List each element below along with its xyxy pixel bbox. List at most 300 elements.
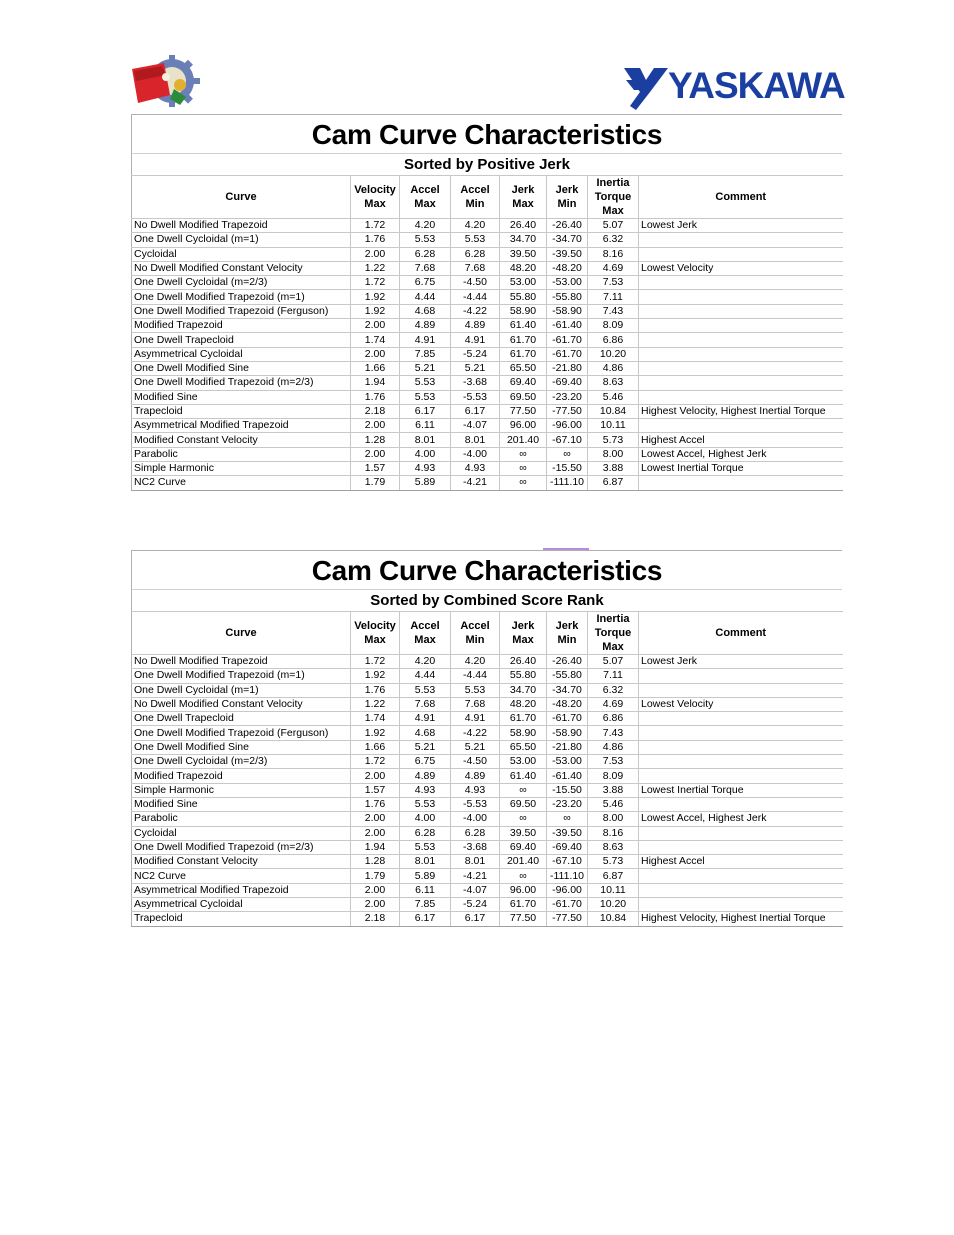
cell-comment: Lowest Jerk (639, 219, 843, 233)
cell-jerk-max: 61.70 (500, 333, 547, 347)
cell-velocity-max: 2.00 (351, 898, 400, 912)
table-row (132, 726, 843, 740)
cell-inertia-torque-max: 10.84 (588, 404, 639, 418)
cell-accel-max: 5.89 (400, 476, 451, 490)
cell-inertia-torque-max: 7.11 (588, 669, 639, 683)
cell-accel-max: 7.68 (400, 261, 451, 275)
cell-velocity-max: 1.92 (351, 726, 400, 740)
cell-jerk-min: ∞ (547, 812, 588, 826)
cell-curve: One Dwell Modified Trapezoid (m=2/3) (132, 376, 351, 390)
cell-comment: Lowest Accel, Highest Jerk (639, 447, 843, 461)
cell-comment (639, 826, 843, 840)
cell-jerk-min: -61.40 (547, 319, 588, 333)
cell-velocity-max: 2.00 (351, 319, 400, 333)
cell-jerk-max: 69.40 (500, 376, 547, 390)
cell-curve: Simple Harmonic (132, 783, 351, 797)
cell-accel-max: 6.75 (400, 755, 451, 769)
cell-jerk-max: 61.70 (500, 898, 547, 912)
cell-velocity-max: 1.76 (351, 683, 400, 697)
cell-jerk-max: 201.40 (500, 433, 547, 447)
cell-inertia-torque-max: 6.32 (588, 683, 639, 697)
cell-accel-min: -4.07 (451, 419, 500, 433)
cell-comment: Lowest Accel, Highest Jerk (639, 812, 843, 826)
cell-comment (639, 898, 843, 912)
cell-velocity-max: 1.57 (351, 462, 400, 476)
cell-jerk-min: -55.80 (547, 669, 588, 683)
cell-jerk-min: -111.10 (547, 476, 588, 490)
col-accel-max: Accel Max (400, 612, 451, 655)
cell-curve: One Dwell Modified Trapezoid (m=1) (132, 290, 351, 304)
cell-inertia-torque-max: 5.73 (588, 433, 639, 447)
cell-curve: Modified Sine (132, 390, 351, 404)
cell-velocity-max: 2.00 (351, 826, 400, 840)
table-row (132, 361, 843, 375)
cell-inertia-torque-max: 10.11 (588, 419, 639, 433)
cell-accel-min: -4.44 (451, 669, 500, 683)
cell-inertia-torque-max: 5.07 (588, 219, 639, 233)
cell-curve: Parabolic (132, 447, 351, 461)
table-row (132, 755, 843, 769)
cell-inertia-torque-max: 7.53 (588, 276, 639, 290)
cell-jerk-min: -61.40 (547, 769, 588, 783)
table-row (132, 462, 843, 476)
cam-table-positive-jerk (131, 114, 842, 491)
cell-curve: No Dwell Modified Constant Velocity (132, 697, 351, 711)
cell-inertia-torque-max: 8.09 (588, 319, 639, 333)
cell-velocity-max: 2.00 (351, 347, 400, 361)
cell-jerk-min: -34.70 (547, 233, 588, 247)
cell-curve: No Dwell Modified Constant Velocity (132, 261, 351, 275)
cell-jerk-max: 39.50 (500, 826, 547, 840)
cell-accel-min: -5.53 (451, 797, 500, 811)
cell-accel-min: 4.93 (451, 783, 500, 797)
cell-inertia-torque-max: 10.11 (588, 883, 639, 897)
table-row (132, 769, 843, 783)
cell-jerk-max: 61.70 (500, 347, 547, 361)
cell-comment: Lowest Velocity (639, 261, 843, 275)
cell-velocity-max: 1.76 (351, 233, 400, 247)
cell-accel-min: 4.20 (451, 219, 500, 233)
cell-accel-min: -4.22 (451, 726, 500, 740)
cell-accel-max: 5.53 (400, 683, 451, 697)
cell-inertia-torque-max: 6.86 (588, 712, 639, 726)
cell-curve: Modified Constant Velocity (132, 855, 351, 869)
cell-inertia-torque-max: 6.86 (588, 333, 639, 347)
cell-inertia-torque-max: 5.46 (588, 797, 639, 811)
cell-inertia-torque-max: 8.16 (588, 247, 639, 261)
cell-curve: One Dwell Cycloidal (m=2/3) (132, 276, 351, 290)
col-jerk-min: Jerk Min (547, 176, 588, 219)
cell-jerk-max: 55.80 (500, 290, 547, 304)
cell-comment (639, 290, 843, 304)
table-row (132, 304, 843, 318)
cell-curve: NC2 Curve (132, 869, 351, 883)
cell-curve: One Dwell Cycloidal (m=1) (132, 233, 351, 247)
col-curve: Curve (132, 176, 351, 219)
cell-curve: One Dwell Trapecloid (132, 333, 351, 347)
cell-comment: Highest Velocity, Highest Inertial Torque (639, 912, 843, 926)
cell-jerk-max: 61.70 (500, 712, 547, 726)
cell-jerk-min: -39.50 (547, 247, 588, 261)
cell-jerk-max: 69.50 (500, 390, 547, 404)
cell-jerk-max: ∞ (500, 447, 547, 461)
cell-velocity-max: 2.00 (351, 812, 400, 826)
cell-curve: Asymmetrical Cycloidal (132, 347, 351, 361)
table-row (132, 333, 843, 347)
cell-curve: Trapecloid (132, 404, 351, 418)
cell-accel-min: -5.53 (451, 390, 500, 404)
table-row (132, 812, 843, 826)
cell-comment (639, 333, 843, 347)
table-row (132, 712, 843, 726)
brand-wordmark: YASKAWA (668, 65, 845, 106)
cell-velocity-max: 1.66 (351, 740, 400, 754)
cell-accel-max: 8.01 (400, 855, 451, 869)
cell-jerk-max: 34.70 (500, 233, 547, 247)
cell-accel-min: 7.68 (451, 261, 500, 275)
table-row (132, 740, 843, 754)
cell-curve: NC2 Curve (132, 476, 351, 490)
table-row (132, 912, 843, 926)
cell-comment (639, 247, 843, 261)
cell-jerk-max: 77.50 (500, 912, 547, 926)
cell-inertia-torque-max: 5.73 (588, 855, 639, 869)
table-row (132, 347, 843, 361)
cell-jerk-max: 48.20 (500, 697, 547, 711)
cell-comment: Highest Accel (639, 433, 843, 447)
cell-accel-max: 4.20 (400, 655, 451, 669)
cell-accel-min: 6.28 (451, 826, 500, 840)
cell-jerk-max: 58.90 (500, 304, 547, 318)
cell-curve: Modified Sine (132, 797, 351, 811)
table-subtitle: Sorted by Positive Jerk (131, 153, 842, 175)
cell-inertia-torque-max: 5.07 (588, 655, 639, 669)
cell-curve: One Dwell Modified Trapezoid (Ferguson) (132, 726, 351, 740)
cell-accel-min: 5.21 (451, 740, 500, 754)
cell-jerk-min: -23.20 (547, 797, 588, 811)
cell-jerk-max: 53.00 (500, 276, 547, 290)
cell-curve: One Dwell Modified Sine (132, 740, 351, 754)
cell-accel-min: -4.22 (451, 304, 500, 318)
cell-accel-min: 4.89 (451, 319, 500, 333)
cell-jerk-min: -111.10 (547, 869, 588, 883)
cell-inertia-torque-max: 5.46 (588, 390, 639, 404)
cell-comment (639, 233, 843, 247)
cell-inertia-torque-max: 6.87 (588, 869, 639, 883)
cell-accel-min: 5.53 (451, 233, 500, 247)
cell-accel-min: -4.50 (451, 276, 500, 290)
cell-accel-max: 4.93 (400, 462, 451, 476)
cell-jerk-min: -53.00 (547, 276, 588, 290)
cell-inertia-torque-max: 7.11 (588, 290, 639, 304)
table-row (132, 433, 843, 447)
cell-accel-min: -3.68 (451, 376, 500, 390)
cell-curve: Asymmetrical Cycloidal (132, 898, 351, 912)
cell-velocity-max: 1.76 (351, 390, 400, 404)
cell-jerk-max: ∞ (500, 476, 547, 490)
cell-accel-max: 4.20 (400, 219, 451, 233)
cell-inertia-torque-max: 4.86 (588, 361, 639, 375)
cell-accel-max: 4.68 (400, 726, 451, 740)
team-emblem-logo (130, 55, 200, 111)
cell-jerk-min: -34.70 (547, 683, 588, 697)
col-comment: Comment (639, 612, 843, 655)
cell-velocity-max: 1.28 (351, 433, 400, 447)
cell-velocity-max: 1.57 (351, 783, 400, 797)
cell-curve: Cycloidal (132, 247, 351, 261)
cell-accel-max: 4.44 (400, 669, 451, 683)
cell-inertia-torque-max: 8.00 (588, 447, 639, 461)
table-row (132, 855, 843, 869)
cell-velocity-max: 1.92 (351, 290, 400, 304)
table-row (132, 419, 843, 433)
cell-accel-min: 6.17 (451, 404, 500, 418)
cell-jerk-max: 61.40 (500, 769, 547, 783)
cell-curve: Asymmetrical Modified Trapezoid (132, 883, 351, 897)
cell-jerk-max: 48.20 (500, 261, 547, 275)
table-row (132, 390, 843, 404)
cell-velocity-max: 1.28 (351, 855, 400, 869)
cell-accel-max: 5.89 (400, 869, 451, 883)
cell-comment (639, 769, 843, 783)
cell-inertia-torque-max: 8.63 (588, 376, 639, 390)
col-jerk-max: Jerk Max (500, 612, 547, 655)
cell-jerk-max: 26.40 (500, 655, 547, 669)
cell-comment (639, 376, 843, 390)
col-jerk-max: Jerk Max (500, 176, 547, 219)
cell-inertia-torque-max: 8.63 (588, 840, 639, 854)
cell-velocity-max: 2.00 (351, 447, 400, 461)
cell-comment (639, 883, 843, 897)
cell-accel-min: 4.20 (451, 655, 500, 669)
cell-jerk-max: 39.50 (500, 247, 547, 261)
table-row (132, 319, 843, 333)
cell-accel-max: 4.91 (400, 333, 451, 347)
col-accel-min: Accel Min (451, 612, 500, 655)
cell-inertia-torque-max: 6.32 (588, 233, 639, 247)
table-row (132, 840, 843, 854)
cell-accel-max: 6.28 (400, 247, 451, 261)
cell-jerk-max: ∞ (500, 812, 547, 826)
table-row (132, 883, 843, 897)
cell-inertia-torque-max: 10.84 (588, 912, 639, 926)
cell-jerk-max: 55.80 (500, 669, 547, 683)
cell-jerk-max: ∞ (500, 869, 547, 883)
cell-velocity-max: 1.76 (351, 797, 400, 811)
cell-accel-min: -4.00 (451, 447, 500, 461)
cell-accel-min: 8.01 (451, 855, 500, 869)
cell-accel-min: -5.24 (451, 347, 500, 361)
cam-table-combined-score (131, 550, 842, 927)
cell-accel-min: 5.21 (451, 361, 500, 375)
cell-accel-min: -4.21 (451, 476, 500, 490)
cell-jerk-min: -15.50 (547, 462, 588, 476)
cell-accel-max: 6.11 (400, 883, 451, 897)
cell-accel-max: 6.11 (400, 419, 451, 433)
cell-curve: No Dwell Modified Trapezoid (132, 655, 351, 669)
cell-curve: No Dwell Modified Trapezoid (132, 219, 351, 233)
cell-accel-min: -4.50 (451, 755, 500, 769)
cell-accel-min: -4.07 (451, 883, 500, 897)
cell-accel-max: 4.00 (400, 812, 451, 826)
cell-accel-min: 4.89 (451, 769, 500, 783)
cell-jerk-max: 65.50 (500, 740, 547, 754)
cell-curve: One Dwell Trapecloid (132, 712, 351, 726)
cell-velocity-max: 1.22 (351, 697, 400, 711)
cell-inertia-torque-max: 4.86 (588, 740, 639, 754)
cell-jerk-min: -77.50 (547, 404, 588, 418)
cell-comment (639, 797, 843, 811)
cell-velocity-max: 2.00 (351, 883, 400, 897)
cell-inertia-torque-max: 7.53 (588, 755, 639, 769)
table-row (132, 826, 843, 840)
cell-velocity-max: 2.00 (351, 769, 400, 783)
cell-velocity-max: 1.72 (351, 655, 400, 669)
cell-velocity-max: 1.66 (351, 361, 400, 375)
cell-curve: Modified Trapezoid (132, 319, 351, 333)
cell-jerk-min: -39.50 (547, 826, 588, 840)
cell-jerk-min: -23.20 (547, 390, 588, 404)
cell-comment (639, 669, 843, 683)
cell-jerk-max: 77.50 (500, 404, 547, 418)
cell-accel-max: 7.85 (400, 898, 451, 912)
cell-accel-max: 5.53 (400, 840, 451, 854)
table-row (132, 783, 843, 797)
cell-accel-min: 8.01 (451, 433, 500, 447)
cell-accel-max: 6.17 (400, 404, 451, 418)
cell-comment: Lowest Jerk (639, 655, 843, 669)
cell-inertia-torque-max: 7.43 (588, 304, 639, 318)
cell-jerk-min: -48.20 (547, 697, 588, 711)
yaskawa-logo (622, 66, 844, 110)
cell-accel-max: 4.91 (400, 712, 451, 726)
cell-curve: Asymmetrical Modified Trapezoid (132, 419, 351, 433)
table-row (132, 376, 843, 390)
cell-jerk-min: -21.80 (547, 361, 588, 375)
cell-jerk-min: -67.10 (547, 433, 588, 447)
cell-accel-min: -4.44 (451, 290, 500, 304)
cell-comment (639, 390, 843, 404)
cell-curve: One Dwell Cycloidal (m=1) (132, 683, 351, 697)
cell-velocity-max: 1.74 (351, 333, 400, 347)
cell-jerk-min: -67.10 (547, 855, 588, 869)
cell-comment: Lowest Velocity (639, 697, 843, 711)
table-title: Cam Curve Characteristics (131, 114, 842, 153)
table-subtitle: Sorted by Combined Score Rank (131, 589, 842, 611)
cell-jerk-min: -48.20 (547, 261, 588, 275)
cell-accel-max: 7.85 (400, 347, 451, 361)
cell-accel-min: -4.21 (451, 869, 500, 883)
table-row (132, 697, 843, 711)
col-accel-min: Accel Min (451, 176, 500, 219)
cell-accel-min: 7.68 (451, 697, 500, 711)
cell-jerk-min: -96.00 (547, 419, 588, 433)
cell-jerk-min: -55.80 (547, 290, 588, 304)
cell-inertia-torque-max: 8.09 (588, 769, 639, 783)
table-row (132, 869, 843, 883)
cell-comment (639, 276, 843, 290)
cell-accel-min: 4.91 (451, 333, 500, 347)
cell-jerk-max: ∞ (500, 462, 547, 476)
cell-jerk-min: -26.40 (547, 219, 588, 233)
cell-jerk-max: 65.50 (500, 361, 547, 375)
cell-inertia-torque-max: 3.88 (588, 462, 639, 476)
cell-jerk-min: -61.70 (547, 333, 588, 347)
cell-curve: Cycloidal (132, 826, 351, 840)
table-title: Cam Curve Characteristics (131, 550, 842, 589)
cell-accel-max: 6.28 (400, 826, 451, 840)
cell-jerk-min: -69.40 (547, 376, 588, 390)
cell-jerk-max: 61.40 (500, 319, 547, 333)
table-row (132, 247, 843, 261)
data-table (131, 175, 843, 491)
yaskawa-mark-icon (622, 66, 668, 110)
col-inertia-torque-max: Inertia Torque Max (588, 612, 639, 655)
cell-comment (639, 755, 843, 769)
cell-jerk-min: -77.50 (547, 912, 588, 926)
cell-jerk-max: 34.70 (500, 683, 547, 697)
cell-jerk-min: -61.70 (547, 712, 588, 726)
cell-jerk-max: 96.00 (500, 419, 547, 433)
cell-accel-max: 4.89 (400, 319, 451, 333)
cell-comment (639, 476, 843, 490)
col-velocity-max: Velocity Max (351, 612, 400, 655)
cell-velocity-max: 1.72 (351, 276, 400, 290)
cell-jerk-min: -69.40 (547, 840, 588, 854)
table-row (132, 683, 843, 697)
cell-comment: Lowest Inertial Torque (639, 783, 843, 797)
cell-velocity-max: 1.79 (351, 869, 400, 883)
cell-inertia-torque-max: 3.88 (588, 783, 639, 797)
table-row (132, 233, 843, 247)
cell-comment (639, 683, 843, 697)
cell-inertia-torque-max: 10.20 (588, 347, 639, 361)
cell-velocity-max: 1.72 (351, 755, 400, 769)
data-table (131, 611, 843, 927)
cell-accel-max: 4.00 (400, 447, 451, 461)
cell-velocity-max: 2.18 (351, 912, 400, 926)
cell-jerk-max: 26.40 (500, 219, 547, 233)
col-inertia-torque-max: Inertia Torque Max (588, 176, 639, 219)
cell-velocity-max: 1.92 (351, 304, 400, 318)
cell-accel-max: 8.01 (400, 433, 451, 447)
col-curve: Curve (132, 612, 351, 655)
cell-inertia-torque-max: 8.16 (588, 826, 639, 840)
cell-accel-max: 5.53 (400, 390, 451, 404)
cell-accel-min: -4.00 (451, 812, 500, 826)
cell-velocity-max: 1.79 (351, 476, 400, 490)
cell-accel-max: 6.75 (400, 276, 451, 290)
cell-jerk-max: 69.40 (500, 840, 547, 854)
cell-curve: One Dwell Modified Trapezoid (Ferguson) (132, 304, 351, 318)
cell-inertia-torque-max: 4.69 (588, 261, 639, 275)
cell-jerk-min: -26.40 (547, 655, 588, 669)
cell-curve: One Dwell Modified Sine (132, 361, 351, 375)
cell-jerk-max: 96.00 (500, 883, 547, 897)
cell-velocity-max: 2.00 (351, 247, 400, 261)
cell-accel-max: 6.17 (400, 912, 451, 926)
cell-velocity-max: 1.22 (351, 261, 400, 275)
table-row (132, 290, 843, 304)
table-row (132, 261, 843, 275)
cell-jerk-min: -96.00 (547, 883, 588, 897)
cell-comment (639, 419, 843, 433)
cell-accel-min: 6.17 (451, 912, 500, 926)
cell-jerk-max: 53.00 (500, 755, 547, 769)
table-row (132, 476, 843, 490)
col-accel-max: Accel Max (400, 176, 451, 219)
cell-comment: Lowest Inertial Torque (639, 462, 843, 476)
